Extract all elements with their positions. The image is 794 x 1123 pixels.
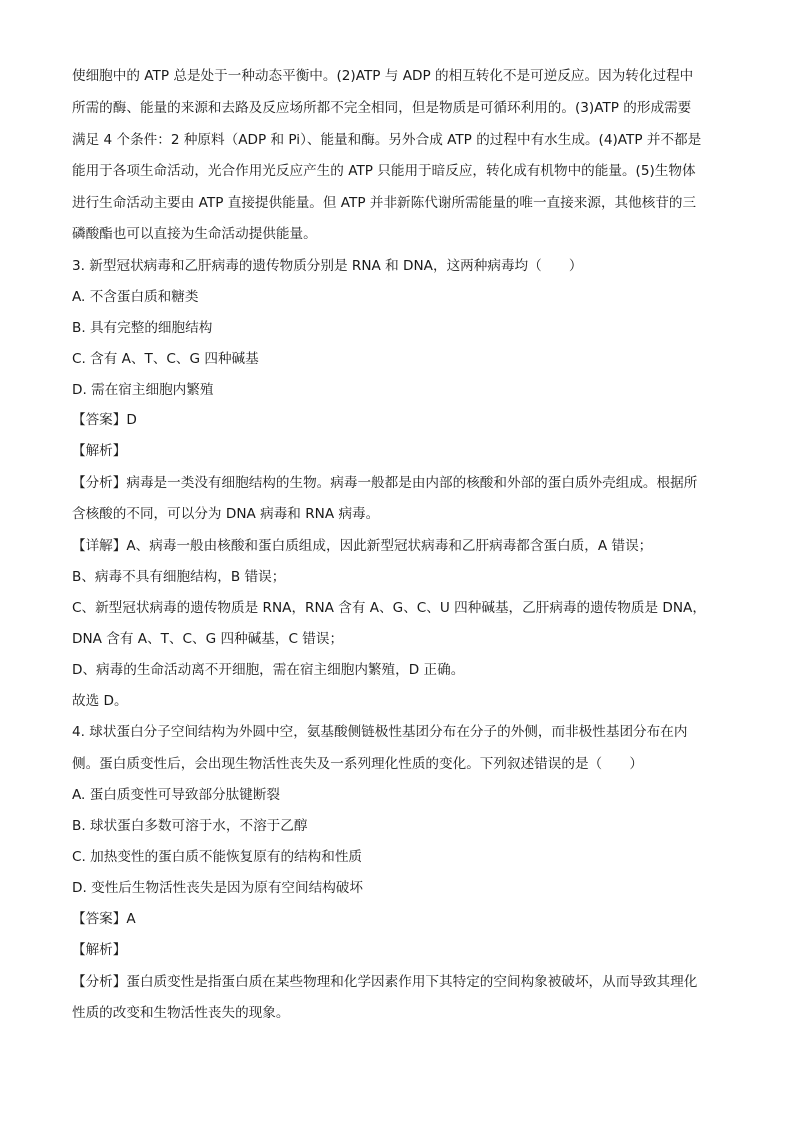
option-b: B. 具有完整的细胞结构 (72, 320, 213, 336)
option-d: D. 变性后生物活性丧失是因为原有空间结构破坏 (72, 880, 363, 896)
analysis-label: 【解析】 (72, 942, 127, 958)
text-line: 满足 4 个条件：2 种原料（ADP 和 Pi）、能量和酶。另外合成 ATP 的过程中有水生成。(4)ATP 并不都是 (72, 132, 702, 148)
text-line: 进行生命活动主要由 ATP 直接提供能量。但 ATP 并非新陈代谢所需能量的唯一直接来源，其他核苷的三 (72, 195, 697, 211)
option-c: C. 含有 A、T、C、G 四种碱基 (72, 351, 259, 367)
text-line: 故选 D。 (72, 693, 128, 709)
question-4-stem: 4. 球状蛋白分子空间结构为外圆中空，氨基酸侧链极性基团分布在分子的外侧，而非极性基团分布在内 (72, 724, 688, 740)
text-line: 【分析】蛋白质变性是指蛋白质在某些物理和化学因素作用下其特定的空间构象被破坏，从而导致其理化 (72, 974, 698, 990)
option-a: A. 不含蛋白质和糖类 (72, 289, 199, 305)
text-line: 使细胞中的 ATP 总是处于一种动态平衡中。(2)ATP 与 ADP 的相互转化不是可逆反应。因为转化过程中 (72, 68, 694, 84)
answer-label: 【答案】A (72, 911, 136, 927)
text-line: 能用于各项生命活动，光合作用光反应产生的 ATP 只能用于暗反应，转化成有机物中的能量。(5)生物体 (72, 163, 696, 179)
answer-label: 【答案】D (72, 412, 137, 428)
text-line: C、新型冠状病毒的遗传物质是 RNA，RNA 含有 A、G、C、U 四种碱基，乙肝病毒的遗传物质是 DNA， (72, 600, 706, 616)
text-line: 侧。蛋白质变性后，会出现生物活性丧失及一系列理化性质的变化。下列叙述错误的是（ ） (72, 756, 643, 772)
option-b: B. 球状蛋白多数可溶于水，不溶于乙醇 (72, 818, 308, 834)
text-line: 磷酸酯也可以直接为生命活动提供能量。 (72, 226, 317, 242)
text-line: 所需的酶、能量的来源和去路及反应场所都不完全相同，但是物质是可循环利用的。(3)ATP 的形成需要 (72, 100, 692, 116)
text-line: 含核酸的不同，可以分为 DNA 病毒和 RNA 病毒。 (72, 506, 380, 522)
question-3-stem: 3. 新型冠状病毒和乙肝病毒的遗传物质分别是 RNA 和 DNA，这两种病毒均（ ） (72, 258, 583, 274)
text-line: 【分析】病毒是一类没有细胞结构的生物。病毒一般都是由内部的核酸和外部的蛋白质外壳组成。根据所 (72, 475, 698, 491)
option-a: A. 蛋白质变性可导致部分肽键断裂 (72, 787, 281, 803)
option-c: C. 加热变性的蛋白质不能恢复原有的结构和性质 (72, 849, 363, 865)
text-line: 性质的改变和生物活性丧失的现象。 (72, 1005, 290, 1021)
text-line: B、病毒不具有细胞结构，B 错误； (72, 569, 286, 585)
analysis-label: 【解析】 (72, 443, 127, 459)
text-line: DNA 含有 A、T、C、G 四种碱基，C 错误； (72, 631, 344, 647)
text-line: 【详解】A、病毒一般由核酸和蛋白质组成，因此新型冠状病毒和乙肝病毒都含蛋白质，A 错误； (72, 538, 653, 554)
text-line: D、病毒的生命活动离不开细胞，需在宿主细胞内繁殖，D 正确。 (72, 662, 465, 678)
option-d: D. 需在宿主细胞内繁殖 (72, 382, 214, 398)
